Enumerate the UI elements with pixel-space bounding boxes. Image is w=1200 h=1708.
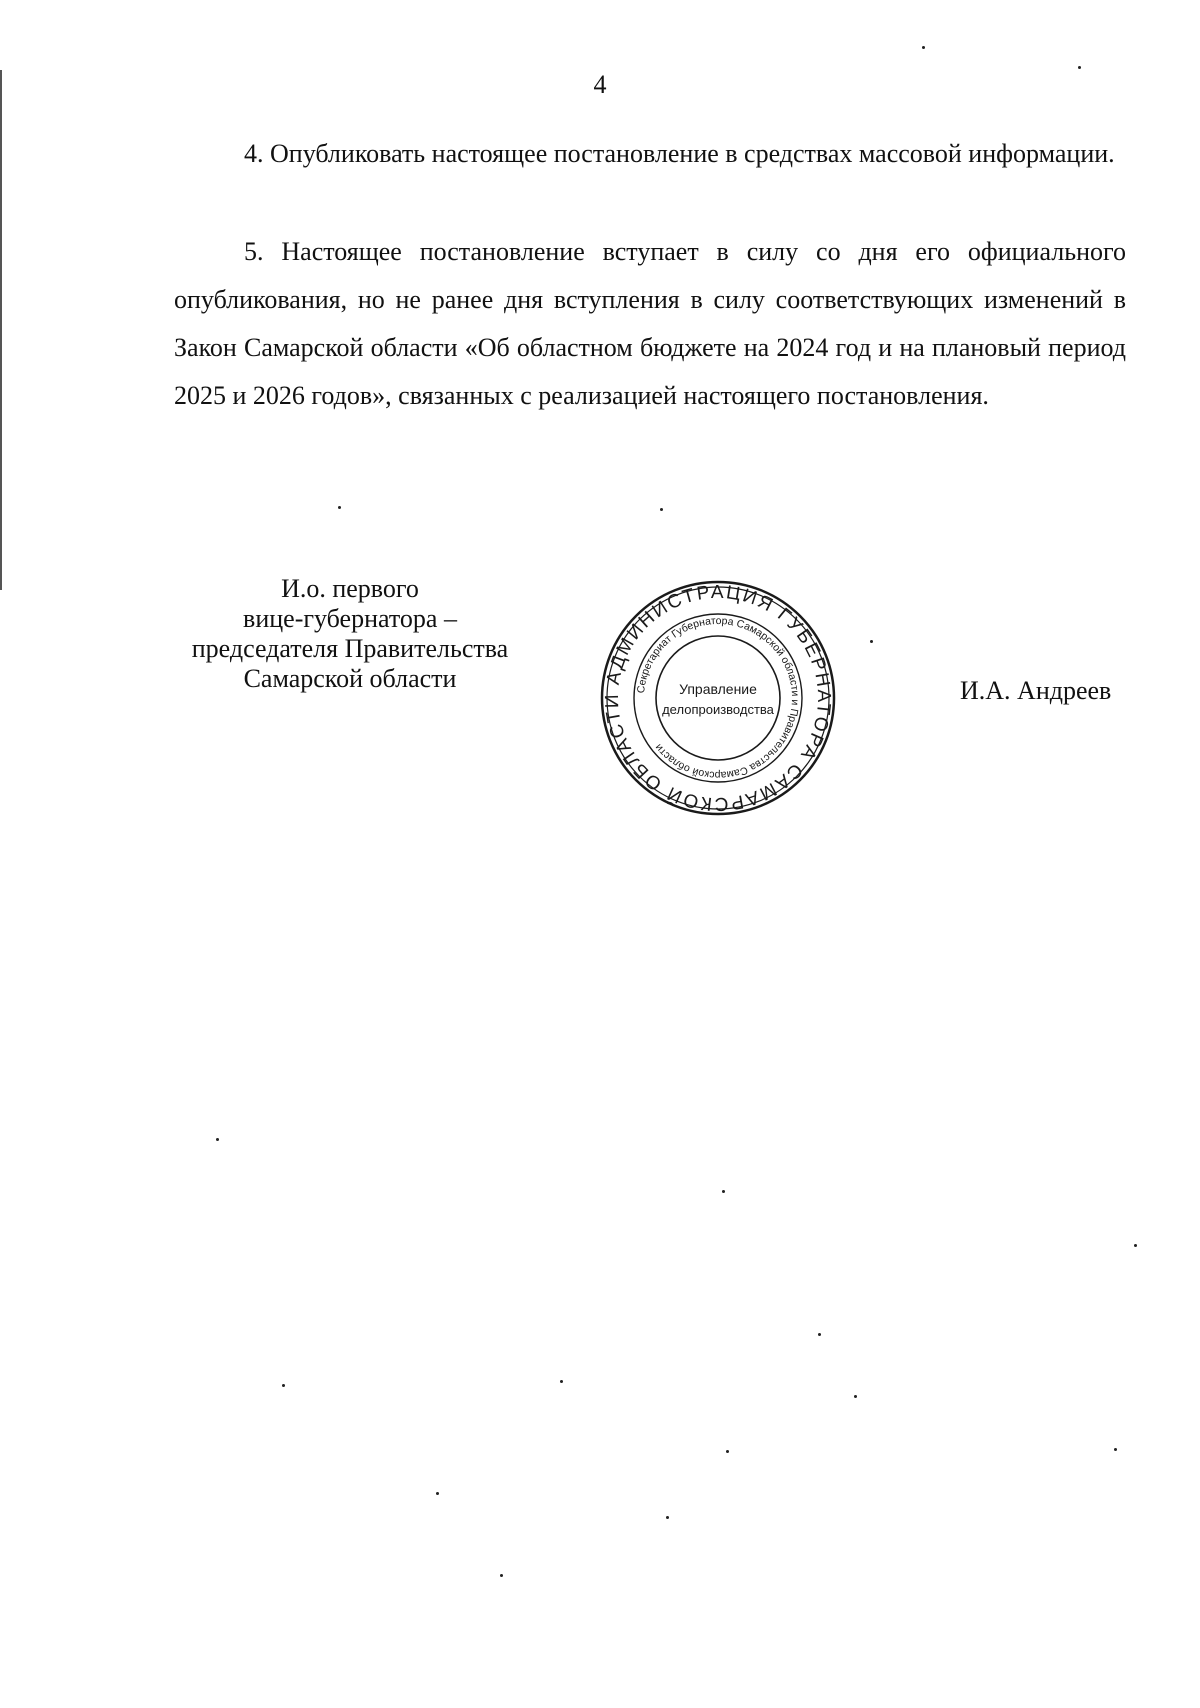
signatory-title-line: И.о. первого — [281, 574, 419, 603]
scan-speck — [726, 1450, 729, 1453]
scan-speck — [1134, 1244, 1137, 1247]
signatory-name: И.А. Андреев — [960, 676, 1112, 705]
scan-edge-artifact — [0, 70, 2, 590]
scan-speck — [1114, 1448, 1117, 1451]
scan-speck — [560, 1380, 563, 1383]
seal-outer-text: АДМИНИСТРАЦИЯ ГУБЕРНАТОРА САМАРСКОЙ ОБЛАСТИ — [601, 581, 835, 815]
seal-middle-ring — [634, 614, 802, 782]
seal-center-line: Управление — [679, 681, 757, 697]
scan-speck — [436, 1492, 439, 1495]
scan-speck — [1078, 66, 1081, 69]
scan-speck — [922, 46, 925, 49]
page-number: 4 — [593, 70, 607, 99]
paragraph-5: 5. Настоящее постановление вступает в силу со дня его официального опубликования, но не ранее дня вступления в силу соответствующих изменений в Закон Самарской области «Об областном бюджете на 2024 год и на плановый период 2025 и 2026 годов», связанных с реализацией настоящего постановления. — [174, 237, 1126, 410]
scan-speck — [660, 508, 663, 511]
signatory-title-line: вице-губернатора – — [243, 604, 457, 633]
scan-speck — [818, 1333, 821, 1336]
signatory-title-line: Самарской области — [243, 664, 457, 693]
paragraph-4: 4. Опубликовать настоящее постановление в средствах массовой информации. — [244, 139, 1115, 168]
official-seal — [598, 578, 838, 818]
seal-center-line: делопроизводства — [662, 702, 774, 717]
scan-speck — [854, 1395, 857, 1398]
scan-speck — [500, 1574, 503, 1577]
scan-speck — [282, 1384, 285, 1387]
signatory-title — [160, 574, 540, 694]
scan-speck — [666, 1516, 669, 1519]
seal-inner-ring — [656, 636, 780, 760]
seal-inner-text: Секретариат Губернатора Самарской области и Правительства Самарской области — [635, 614, 802, 782]
signatory-title-line: председателя Правительства — [191, 634, 509, 663]
scan-speck — [722, 1190, 725, 1193]
scan-speck — [338, 506, 341, 509]
scan-speck — [216, 1138, 219, 1141]
scan-speck — [870, 640, 873, 643]
